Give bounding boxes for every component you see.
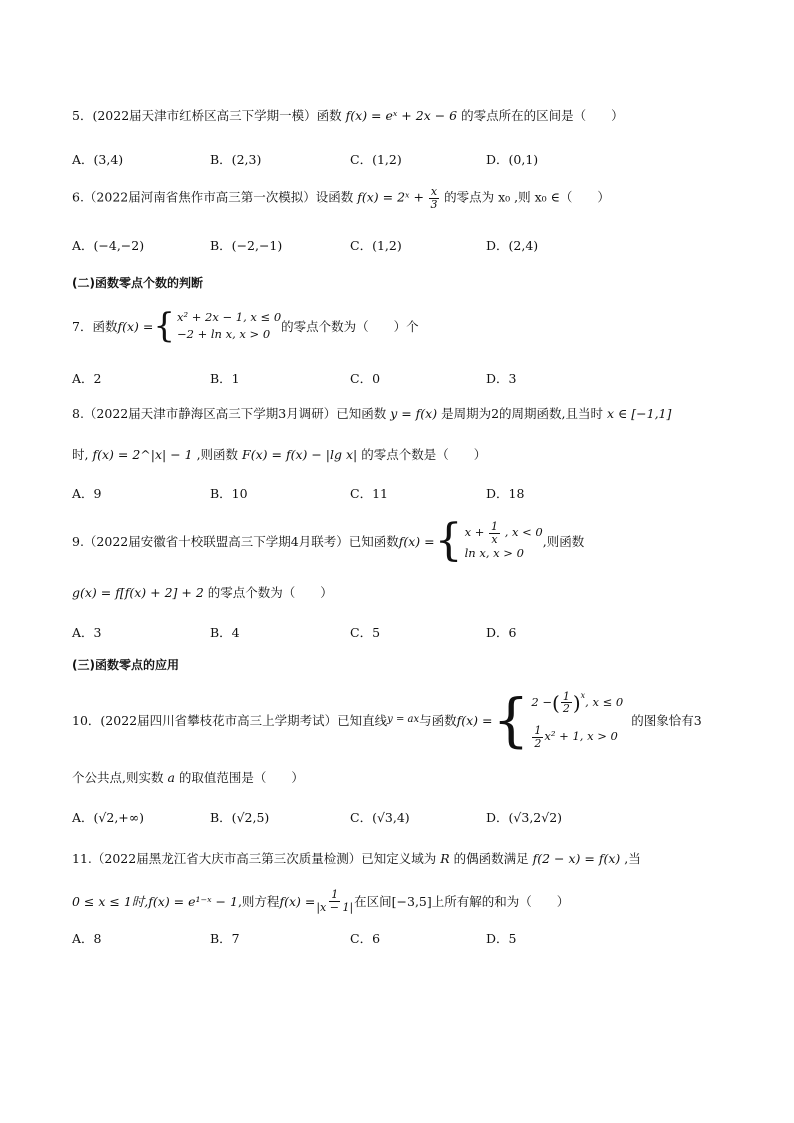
q11-option-d[interactable]: D．5 (486, 931, 517, 946)
q8-line2-end: 的零点个数是（ ） (361, 447, 487, 462)
q9-suffix: ,则函数 (542, 533, 585, 549)
q6-options (72, 236, 732, 254)
question-11-line-2 (72, 886, 569, 916)
q8-option-b[interactable]: B．10 (210, 486, 248, 501)
q7-piecewise (153, 306, 282, 346)
section-2-heading: (二)函数零点个数的判断 (72, 276, 203, 290)
q9-case-2: ln x, x > 0 (464, 545, 524, 560)
question-9-line-2 (72, 585, 333, 600)
q11-options (72, 929, 732, 947)
q9-option-c[interactable]: C．5 (350, 625, 381, 640)
q5-option-c[interactable]: C．(1,2) (350, 152, 402, 167)
q11-condition: 0 ≤ x ≤ 1时, (72, 893, 149, 909)
q7-option-b[interactable]: B．1 (210, 371, 240, 386)
q9-options (72, 623, 732, 641)
q6-prefix: 6.（2022届河南省焦作市高三第一次模拟）设函数 (72, 189, 354, 205)
q11-interval: 在区间[−3,5] (354, 893, 432, 909)
q8-line2-start: 时, (72, 447, 89, 462)
q8-interval: x ∈ [−1,1] (607, 406, 672, 421)
q7-options (72, 369, 732, 387)
q11-line2-end: 上所有解的和为（ ） (431, 893, 570, 909)
question-7 (72, 308, 419, 344)
q7-option-d[interactable]: D．3 (486, 371, 517, 386)
q11-fraction: $\frac{1}{|x - 1|}$ (316, 887, 354, 914)
q5-option-d[interactable]: D．(0,1) (486, 152, 539, 167)
q8-option-a[interactable]: A．9 (72, 486, 102, 501)
q6-expression: f(x) = 2ˣ + (357, 189, 424, 205)
q8-expression-3: F(x) = f(x) − |lg x| (242, 447, 358, 462)
q11-option-c[interactable]: C．6 (350, 931, 381, 946)
section-3-heading: (三)函数零点的应用 (72, 658, 179, 672)
question-6 (72, 186, 610, 210)
q11-option-a[interactable]: A．8 (72, 931, 102, 946)
q6-option-d[interactable]: D．(2,4) (486, 238, 539, 253)
q6-suffix: 的零点为 x₀ ,则 x₀ ∈（ ） (444, 189, 610, 205)
q9-option-b[interactable]: B．4 (210, 625, 240, 640)
q11-fname: f(x) = (279, 893, 316, 909)
q10-option-b[interactable]: B．(√2,5) (210, 810, 270, 825)
q7-case-1: x² + 2x − 1, x ≤ 0 (176, 310, 282, 325)
q9-prefix: 9.（2022届安徽省十校联盟高三下学期4月联考）已知函数 (72, 533, 399, 549)
q11-line2-mid: ,则方程 (237, 893, 280, 909)
q9-option-d[interactable]: D．6 (486, 625, 517, 640)
q10-brace: { (492, 686, 530, 754)
q6-fraction (429, 186, 439, 210)
q10-option-a[interactable]: A．(√2,+∞) (72, 810, 145, 825)
q5-expression: f(x) = eˣ + 2x − 6 (345, 108, 458, 123)
q10-case-1: 2 − ( $\frac{1}{2}$ ) $^x$ , x ≤ 0 (531, 689, 624, 716)
q11-expression-1: f(2 − x) = f(x) (532, 851, 621, 866)
q11-expression-2: f(x) = e¹⁻ˣ − 1 (148, 893, 238, 909)
q10-case-2: $\frac{1}{2}$ x² + 1, x > 0 (534, 724, 618, 750)
q9-brace: { (434, 515, 463, 566)
q7-fname: f(x) = (117, 318, 154, 334)
q7-suffix: 的零点个数为（ ）个 (281, 318, 419, 334)
q10-line2-end: 的取值范围是（ ） (178, 770, 304, 785)
q7-option-a[interactable]: A．2 (72, 371, 102, 386)
q10-piecewise (492, 686, 624, 754)
q8-options (72, 484, 732, 502)
q6-option-a[interactable]: A．(−4,−2) (72, 238, 145, 253)
q9-line2-end: 的零点个数为（ ） (207, 585, 333, 600)
q8-expression-2: f(x) = 2^|x| − 1 (92, 447, 193, 462)
q10-option-c[interactable]: C．(√3,4) (350, 810, 410, 825)
q5-option-b[interactable]: B．(2,3) (210, 152, 262, 167)
question-10-line-2 (72, 770, 304, 785)
q11-mid: 的偶函数满足 (453, 851, 529, 866)
q7-brace: { (153, 306, 175, 346)
q6-frac-den: 3 (430, 197, 438, 211)
q8-mid: 是周期为2的周期函数,且当时 (441, 406, 604, 421)
q10-options (72, 808, 732, 826)
q10-fname: f(x) = (456, 712, 493, 728)
q10-suffix: 的图象恰有3 (631, 712, 702, 728)
q10-line-expression: y = ax (387, 714, 420, 725)
q8-prefix: 8.（2022届天津市静海区高三下学期3月调研）已知函数 (72, 406, 387, 421)
q9-piecewise (434, 515, 543, 566)
q8-expression-1: y = f(x) (390, 406, 438, 421)
q8-option-c[interactable]: C．11 (350, 486, 388, 501)
question-5 (72, 108, 624, 123)
question-9-line-1 (72, 515, 585, 566)
q5-options (72, 150, 732, 168)
q9-case1-fraction: $\frac{1}{x}$ (491, 520, 499, 547)
q11-var-r: R (440, 851, 450, 866)
q9-option-a[interactable]: A．3 (72, 625, 102, 640)
q6-frac-num: x (430, 185, 438, 198)
q7-prefix: 7．函数 (72, 318, 118, 334)
q7-case-2: −2 + ln x, x > 0 (176, 327, 271, 341)
q7-option-c[interactable]: C．0 (350, 371, 381, 386)
q9-expression: g(x) = f[f(x) + 2] + 2 (72, 585, 204, 600)
q11-option-b[interactable]: B．7 (210, 931, 240, 946)
q5-prefix: 5．(2022届天津市红桥区高三下学期一模）函数 (72, 108, 342, 123)
question-10-line-1 (72, 682, 702, 758)
question-8-line-2 (72, 447, 486, 462)
q5-suffix: 的零点所在的区间是（ ） (461, 108, 624, 123)
q8-line2-mid: ,则函数 (196, 447, 239, 462)
q10-var-a: a (167, 770, 175, 785)
question-8-line-1 (72, 406, 671, 421)
q10-prefix: 10．(2022届四川省攀枝花市高三上学期考试）已知直线 (72, 712, 388, 728)
q10-mid: 与函数 (419, 712, 457, 728)
q5-option-a[interactable]: A．(3,4) (72, 152, 124, 167)
q10-option-d[interactable]: D．(√3,2√2) (486, 810, 563, 825)
q9-fname: f(x) = (398, 533, 435, 549)
question-11-line-1 (72, 851, 641, 866)
q6-option-c[interactable]: C．(1,2) (350, 238, 402, 253)
q6-option-b[interactable]: B．(−2,−1) (210, 238, 283, 253)
q9-case-1: x + $\frac{1}{x}$ , x < 0 (464, 520, 543, 547)
q8-option-d[interactable]: D．18 (486, 486, 525, 501)
q11-prefix: 11.（2022届黑龙江省大庆市高三第三次质量检测）已知定义域为 (72, 851, 437, 866)
q11-line1-end: ,当 (624, 851, 641, 866)
q10-line2-start: 个公共点,则实数 (72, 770, 164, 785)
